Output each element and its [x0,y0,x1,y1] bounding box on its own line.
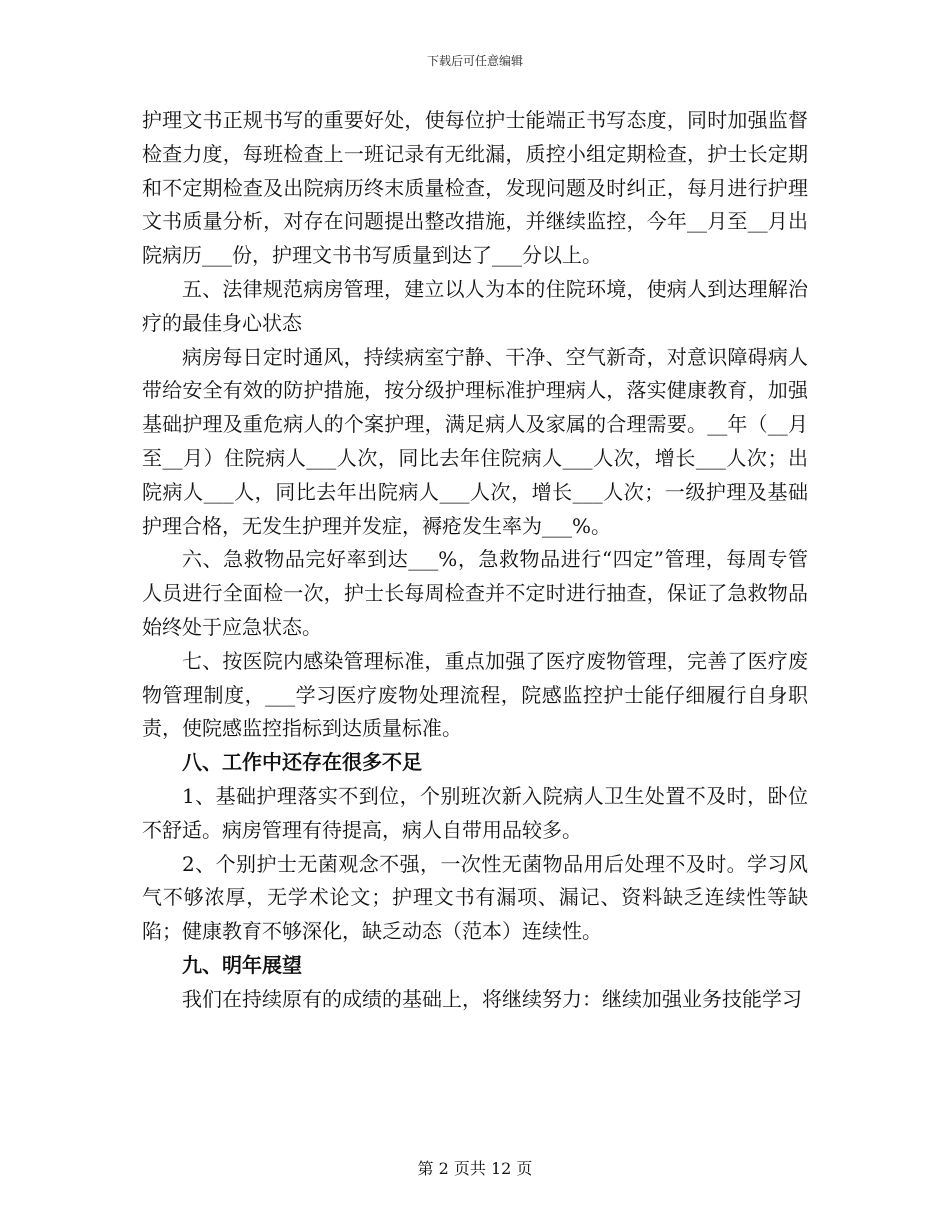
heading-section-9: 九、明年展望 [182,952,302,977]
paragraph-section-6-emergency: 六、急救物品完好率到达___%，急救物品进行“四定”管理，每周专管人员进行全面检一次，护士长每周检查并不定时进行抽查，保证了急救物品始终处于应急状态。 [142,547,808,639]
paragraph-shortcoming-2: 2、个别护士无菌观念不强，一次性无菌物品用后处理不及时。学习风气不够浓厚，无学术论文；护理文书有漏项、漏记、资料缺乏连续性等缺陷；健康教育不够深化，缺乏动态（范本）连续性。 [142,851,808,944]
page-header: 下载后可任意编辑 [426,54,523,68]
paragraph-outlook: 我们在持续原有的成绩的基础上，将继续努力：继续加强业务技能学习 [182,986,802,1011]
paragraph-shortcoming-1: 1、基础护理落实不到位，个别班次新入院病人卫生处置不及时，卧位不舒适。病房管理有待提高，病人自带用品较多。 [142,783,808,842]
page-footer: 第 2 页共 12 页 [417,1159,533,1178]
paragraph-records-quality: 护理文书正规书写的重要好处，使每位护士能端正书写态度，同时加强监督检查力度，每班检查上一班记录有无纰漏，质控小组定期检查，护士长定期和不定期检查及出院病历终末质量检查，发现问题及时纠正，每月进行护理文书质量分析，对存在问题提出整改措施，并继续监控，今年__月至__月出院病历___份，护理文书书写质量到达了___分以上。 [142,108,808,268]
document-body [142,104,808,1017]
paragraph-ward-management: 病房每日定时通风，持续病室宁静、干净、空气新奇，对意识障碍病人带给安全有效的防护措施，按分级护理标准护理病人，落实健康教育，加强基础护理及重危病人的个案护理，满足病人及家属的合理需要。__年（__月至__月）住院病人___人次，同比去年住院病人___人次，增长___人次；出院病人___人，同比去年出院病人___人次，增长___人次；一级护理及基础护理合格，无发生护理并发症，褥疮发生率为___%。 [142,344,808,538]
heading-section-8: 八、工作中还存在很多不足 [182,750,422,775]
paragraph-section-5-title: 五、法律规范病房管理，建立以人为本的住院环境，使病人到达理解治疗的最佳身心状态 [142,276,808,335]
paragraph-section-7-infection: 七、按医院内感染管理标准，重点加强了医疗废物管理，完善了医疗废物管理制度，___学习医疗废物处理流程，院感监控护士能仔细履行自身职责，使院感监控指标到达质量标准。 [142,648,808,741]
